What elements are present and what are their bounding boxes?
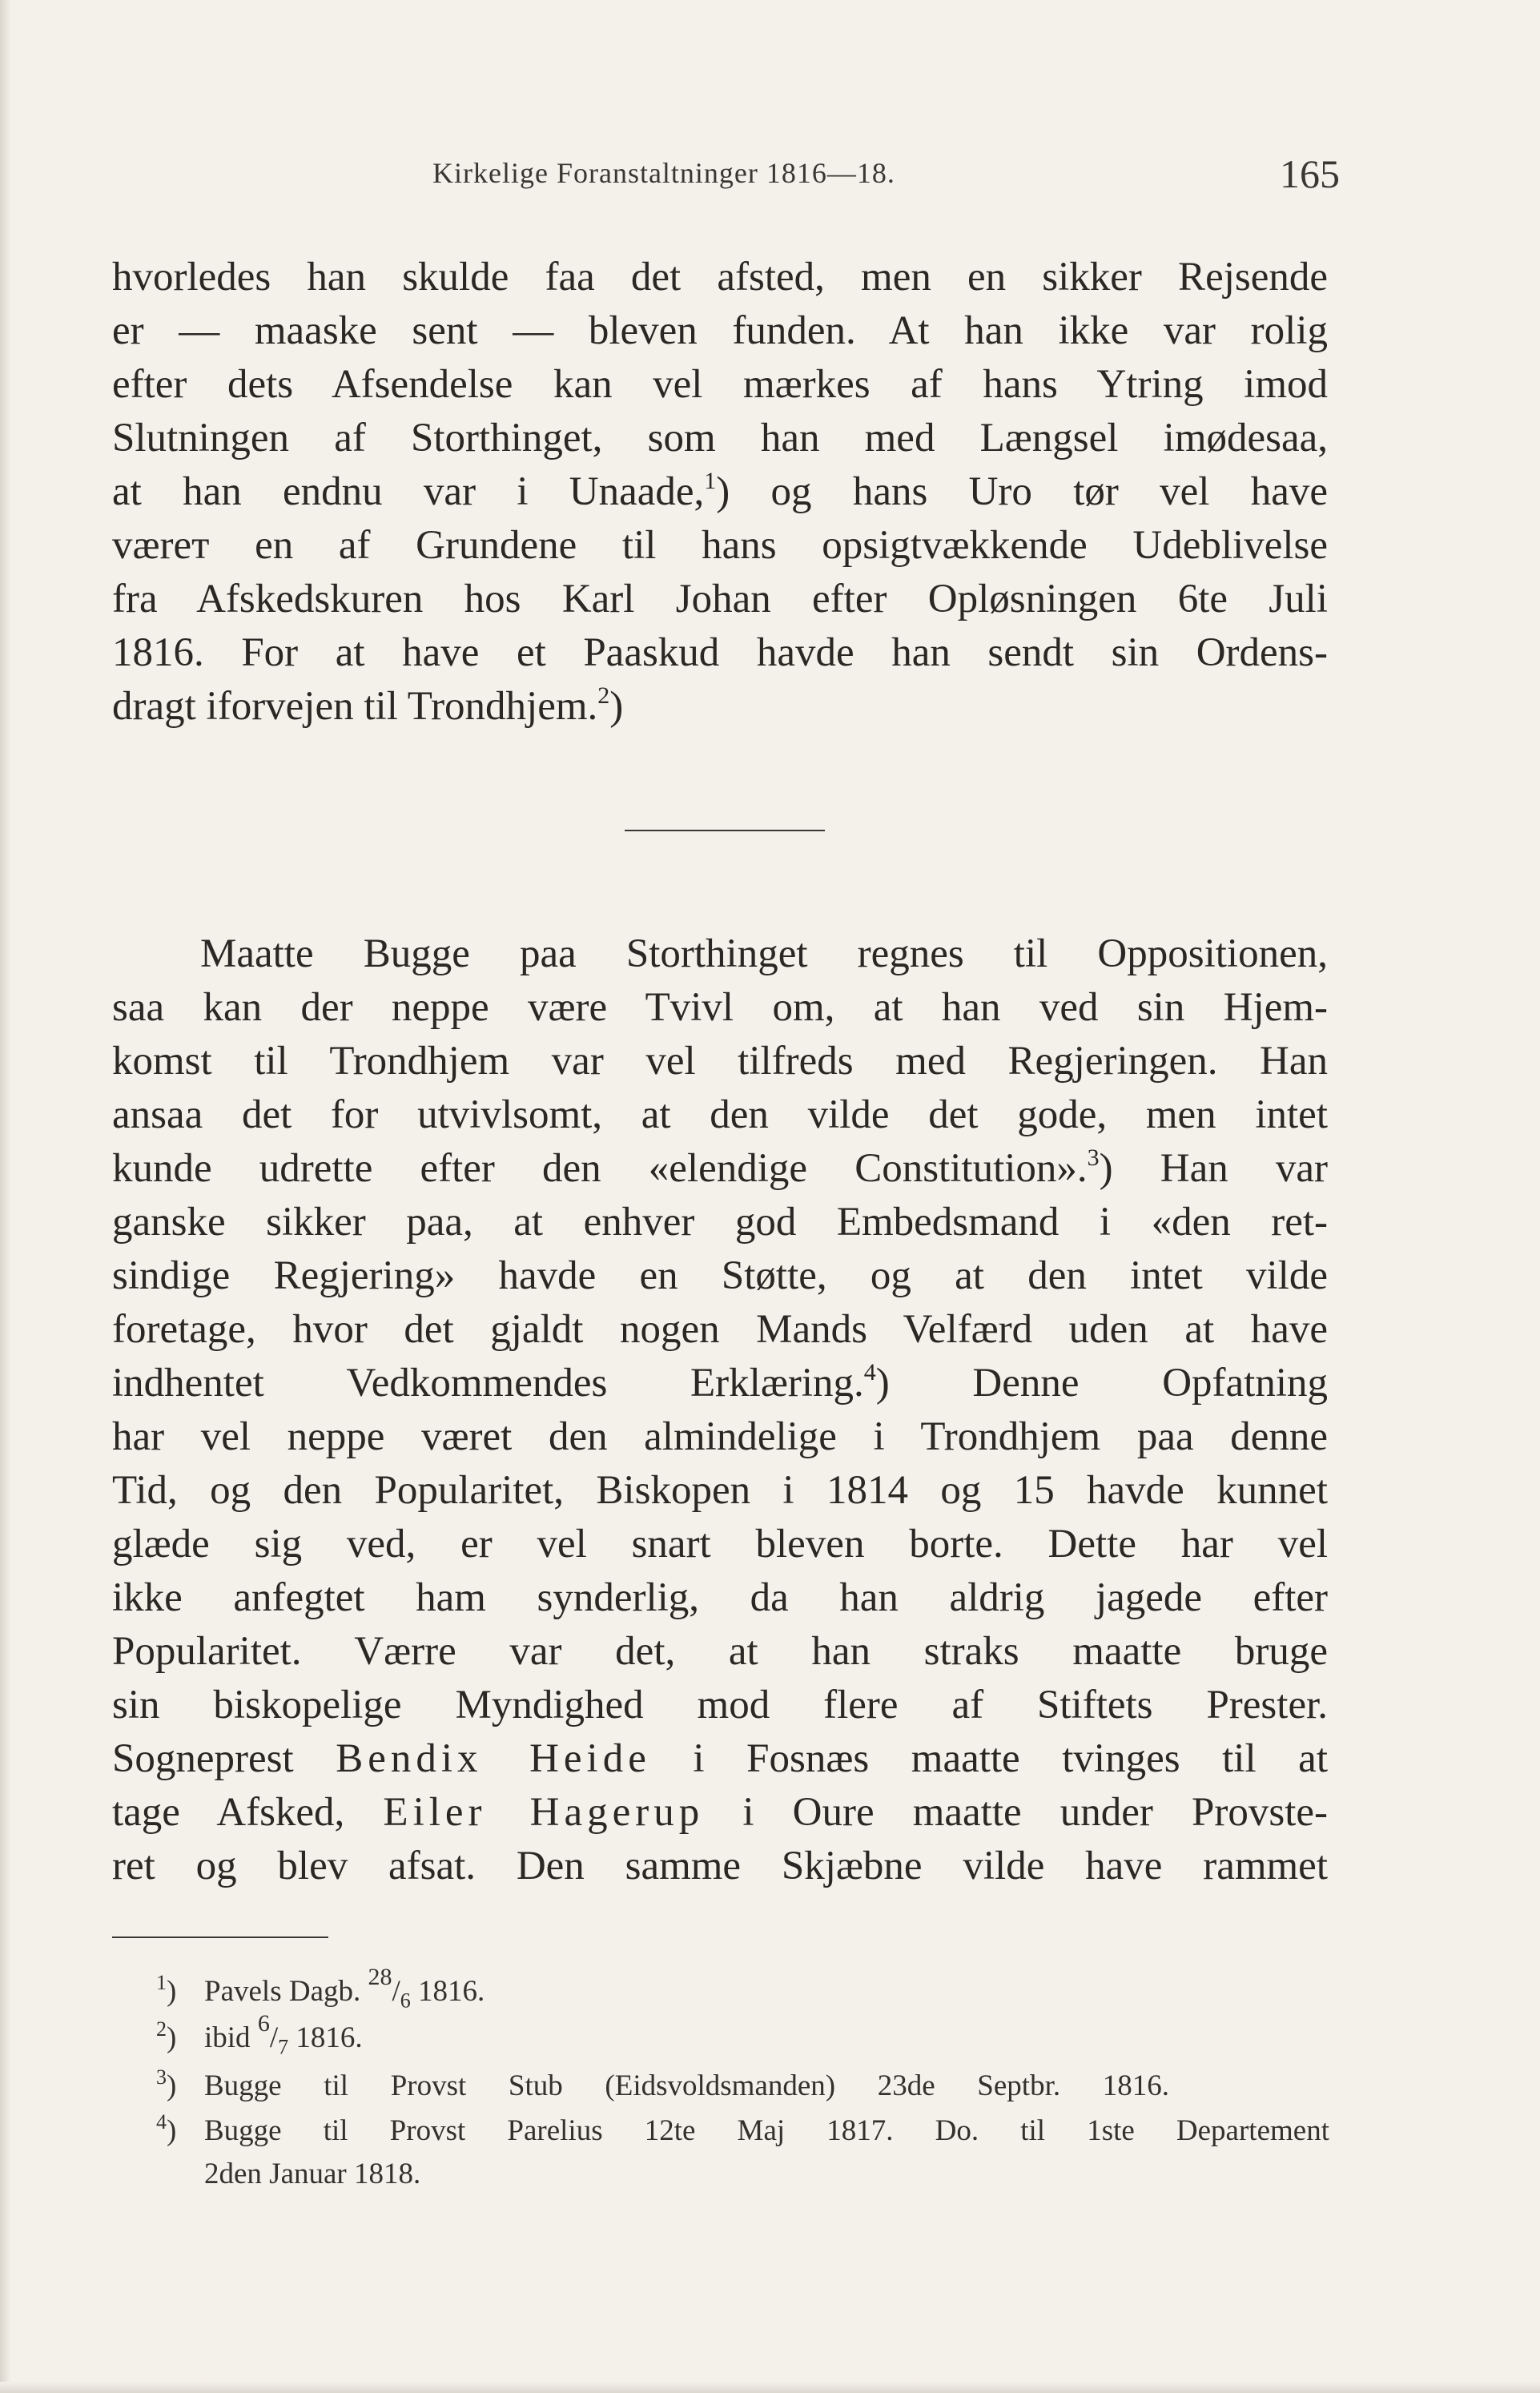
text-line: komst til Trondhjem var vel tilfreds med Regjeringen. Han: [112, 1039, 1328, 1084]
text-line: sindige Regjering» havde en Støtte, og at den intet vilde: [112, 1253, 1328, 1298]
text-line: [112, 1732, 1328, 1786]
text-line: [112, 680, 1328, 734]
footnote-number: 3: [156, 2065, 167, 2089]
text-fragment: ) Han var: [1099, 1146, 1328, 1191]
text-line: [112, 465, 1328, 519]
footnote-continuation: 2den Januar 1818.: [204, 2158, 421, 2190]
text-line: ret og blev afsat. Den samme Skjæbne vilde have rammet: [112, 1844, 1328, 1888]
text-line: foretage, hvor det gjaldt nogen Mands Velfærd uden at have: [112, 1307, 1328, 1352]
text-line: Maatte Bugge paa Storthinget regnes til Oppositionen,: [200, 931, 1328, 976]
footnote-marker: $^2$): [156, 2017, 177, 2054]
footnote-ref: 4: [863, 1359, 876, 1386]
fraction-numerator: 6: [257, 2010, 270, 2037]
text-fragment: ibid: [204, 2021, 258, 2054]
text-fragment: ) og hans Uro tør vel have: [716, 469, 1328, 514]
footnote-text: ibid $^6/_7$ 1816.: [204, 2010, 363, 2059]
fraction-denominator: 6: [400, 1989, 411, 2013]
text-line: saa kan der neppe være Tvivl om, at han ved sin Hjem-: [112, 985, 1328, 1030]
text-fragment: kunde udrette efter den «elendige Constitution».: [112, 1146, 1088, 1191]
running-head: Kirkelige Foranstaltninger 1816—18.: [432, 157, 895, 189]
text-fragment: tage Afsked,: [112, 1790, 345, 1835]
footnote-text: Bugge til Provst Parelius 12te Maj 1817. Do. til 1ste Departement: [204, 2114, 1329, 2147]
text-line: 1816. For at have et Paaskud havde han sendt sin Ordens-: [112, 630, 1328, 675]
page-edge-left: [0, 0, 11, 2393]
text-fragment: ): [609, 684, 624, 729]
footnote-ref: 2: [597, 682, 610, 709]
text-line: hvorledes han skulde faa det afsted, men en sikker Rejsende: [112, 255, 1328, 300]
page-number: 165: [1280, 151, 1340, 196]
text-line: glæde sig ved, er vel snart bleven borte. Dette har vel: [112, 1522, 1328, 1567]
text-fragment: indhentet Vedkommendes Erklæring.: [112, 1361, 864, 1406]
text-line: [112, 1142, 1328, 1196]
text-fragment: 1816.: [410, 1975, 485, 2008]
footnote-text: Bugge til Provst Stub (Eidsvoldsmanden) 23de Septbr. 1816.: [204, 2069, 1169, 2102]
text-fragment: at han endnu var i Unaade,: [112, 469, 705, 514]
text-fragment: 1816.: [288, 2021, 363, 2054]
text-fragment: Pavels Dagb.: [204, 1975, 368, 2008]
text-line: er — maaske sent — bleven funden. At han ikke var rolig: [112, 308, 1328, 353]
text-line: efter dets Afsendelse kan vel mærkes af hans Ytring imod: [112, 362, 1328, 407]
fraction-denominator: 7: [278, 2035, 289, 2059]
fraction-numerator: 28: [368, 1964, 392, 1990]
footnote-number: 1: [156, 1971, 167, 1994]
text-line: fra Afskedskuren hos Karl Johan efter Opløsningen 6te Juli: [112, 577, 1328, 621]
text-line: sin biskopelige Myndighed mod flere af Stiftets Prester.: [112, 1683, 1328, 1727]
text-line: har vel neppe været den almindelige i Trondhjem paa denne: [112, 1414, 1328, 1459]
text-line: Slutningen af Storthinget, som han med Længsel imødesaa,: [112, 416, 1328, 461]
footnote-number: 4: [156, 2110, 167, 2134]
section-divider: [625, 830, 825, 831]
text-fragment: Sogneprest: [112, 1736, 294, 1781]
person-name: Eiler Hagerup: [383, 1790, 705, 1835]
person-name: Bendix Heide: [336, 1736, 651, 1781]
text-fragment: i Oure maatte under Provste-: [742, 1790, 1328, 1835]
footnote-ref: 3: [1087, 1144, 1100, 1171]
page-edge-bottom: [0, 2382, 1540, 2393]
text-line: ansaa det for utvivlsomt, at den vilde det gode, men intet: [112, 1092, 1328, 1137]
footnote-ref: 1: [704, 468, 717, 494]
text-line: ganske sikker paa, at enhver god Embedsmand i «den ret-: [112, 1200, 1328, 1245]
text-fragment: i Fosnæs maatte tvinges til at: [693, 1736, 1328, 1781]
text-line: [112, 1357, 1328, 1410]
text-line: værет en af Grundene til hans opsigtvækkende Udeblivelse: [112, 523, 1328, 568]
footnote-number: 2: [156, 2017, 167, 2041]
text-fragment: ) Denne Opfatning: [875, 1361, 1328, 1406]
text-fragment: dragt iforvejen til Trondhjem.: [112, 684, 598, 729]
footnote-divider: [112, 1937, 328, 1938]
text-line: [112, 1786, 1328, 1840]
text-line: Tid, og den Popularitet, Biskopen i 1814 og 15 havde kunnet: [112, 1468, 1328, 1513]
footnote-marker: $^4$): [156, 2110, 177, 2147]
footnote-text: Pavels Dagb. $^{28}/_6$ 1816.: [204, 1964, 485, 2013]
text-line: Popularitet. Værre var det, at han straks maatte bruge: [112, 1629, 1328, 1674]
footnote-marker: $^3$): [156, 2065, 177, 2102]
footnote-marker: $^1$): [156, 1971, 177, 2008]
text-line: ikke anfegtet ham synderlig, da han aldrig jagede efter: [112, 1575, 1328, 1620]
